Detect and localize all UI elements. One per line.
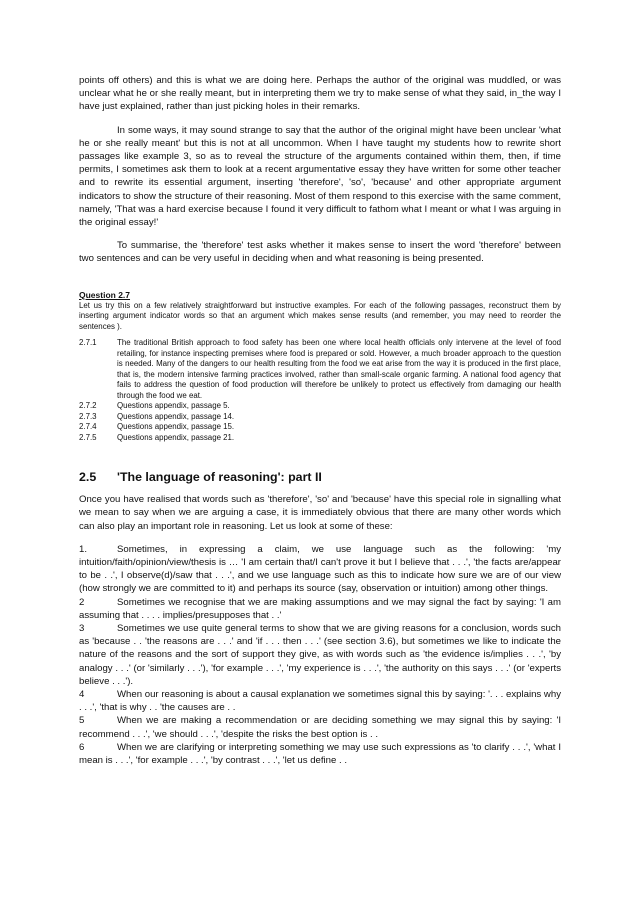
list-item-text: Sometimes, in expressing a claim, we use language such as the following: 'my intuition/faith/opinion/view/thesis is … 'I am certain that/I can't prove it but I believe that . . .', 'the facts are/appear to be . .', I observe(d)/saw that . . .', and we use language such as this to indicate how sure we are of our view (how strongly we are committed to it) and perhaps its source (say, observation or intuition) among other things. [79, 543, 561, 595]
list-item-text: Sometimes we use quite general terms to show that we are giving reasons for a conclusion, words such as 'because . . 'the reasons are . . .' and 'if . . . then . . .' (see section 3.6), but sometimes we like to indicate the nature of the reasons and the sort of support they give, as with words such as 'the evidence is/implies . . .', 'by analogy . . .' (or 'similarly . . .'), 'for example . . .', 'my experience is . . .', 'the authority on this says . . .' (or 'experts believe . . .'). [79, 622, 561, 687]
section-intro: Once you have realised that words such as 'therefore', 'so' and 'because' have this special role in signalling what we mean to say when we are arguing a case, it is immediately obvious that there are many other words which can also play an important role in reasoning. Let us look at some of these: [79, 494, 561, 532]
question-item-number: 2.7.1 [79, 338, 97, 348]
question-item-text: The traditional British approach to food safety has been one where local health officials only intervene at the level of food retailing, for instance inspecting premises where food is prepared or sold. However, a much broader approach to the question is needed. Many of the dangers to our health resulting from the food we eat arise from the way it is produced in the first place, that is, the modern intensive farming practices involved, rather than small-scale organic farming. A national food agency that fails to address the question of food production will therefore be unlikely to protect us effectively from damaging our health through the food we eat. [117, 338, 561, 400]
paragraph-3: To summarise, the 'therefore' test asks whether it makes sense to insert the word 'therefore' between two sentences and can be very useful in deciding when and what reasoning is being presented. [79, 240, 561, 265]
question-item [79, 401, 561, 412]
list-item-number: 4 [79, 688, 85, 700]
list-item-number: 5 [79, 715, 85, 727]
list-item-text: Sometimes we recognise that we are making assumptions and we may signal the fact by saying: 'I am assuming that . . . . implies/presupposes that . .' [79, 596, 561, 621]
question-title: Question 2.7 [79, 289, 131, 300]
question-item [79, 412, 561, 423]
question-intro: Let us try this on a few relatively straightforward but instructive examples. For each of the following passages, reconstruct them by inserting argument indicator words so that an argument which makes sense results (and remember, you may need to reorder the sentences ). [79, 300, 561, 331]
section-number: 2.5 [79, 470, 97, 485]
paragraph-2: In some ways, it may sound strange to say that the author of the original might have been unclear 'what he or she really meant' but this is not at all uncommon. When I have taught my students how to rewrite short passages like example 3, so as to reveal the structure of the arguments contained within them, then, if time permits, I sometimes ask them to look at a recent argumentative essay they have written for some other teacher and to rewrite its essential argument, inserting 'therefore', 'so', 'because' and other appropriate argument indicators to show the structure of their reasoning. Most of them respond to this exercise with the same comment, namely, 'That was a hard exercise because I found it very difficult to fathom what I meant or what I was arguing in the original essay!' [79, 124, 561, 229]
list-item [79, 596, 561, 622]
question-item-number: 2.7.4 [79, 422, 97, 432]
list-item-text: When our reasoning is about a causal explanation we sometimes signal this by saying: '. . . explains why . . .', 'that is why . . 'the causes are . . [79, 688, 561, 714]
question-block [79, 290, 561, 444]
document-page [79, 74, 561, 767]
paragraph-1: points off others) and this is what we are doing here. Perhaps the author of the original was muddled, or was unclear what he or she really meant, but in interpreting them we try to make sense of what they said, in_the way I have just explained, rather than just picking holes in their remarks. [79, 75, 561, 113]
section-heading [79, 469, 561, 485]
question-item-text: Questions appendix, passage 21. [117, 432, 235, 442]
section-title: 'The language of reasoning': part II [117, 470, 322, 485]
question-item-number: 2.7.5 [79, 432, 97, 442]
list-item-text: When we are making a recommendation or are deciding something we may signal this by saying: 'I recommend . . .', 'we should . . .', 'despite the risks the best option is . . [79, 715, 561, 740]
question-item [79, 338, 561, 401]
question-item-number: 2.7.2 [79, 401, 97, 411]
list-item-text: When we are clarifying or interpreting something we may use such expressions as 'to clarify . . .', 'what I mean is . . .', 'for example . . .', 'by contrast . . .', 'let us define . . [79, 741, 561, 766]
list-item-number: 1. [79, 543, 88, 555]
question-item-text: Questions appendix, passage 15. [117, 422, 235, 432]
question-item-text: Questions appendix, passage 5. [117, 401, 230, 411]
question-item [79, 422, 561, 433]
question-item-number: 2.7.3 [79, 411, 97, 421]
list-item-number: 3 [79, 622, 85, 634]
list-item [79, 622, 561, 688]
question-item [79, 433, 561, 444]
list-item [79, 714, 561, 740]
list-item [79, 688, 561, 714]
list-item-number: 6 [79, 741, 85, 753]
question-item-text: Questions appendix, passage 14. [117, 411, 235, 421]
list-item [79, 543, 561, 596]
list-item [79, 741, 561, 767]
list-item-number: 2 [79, 596, 85, 608]
